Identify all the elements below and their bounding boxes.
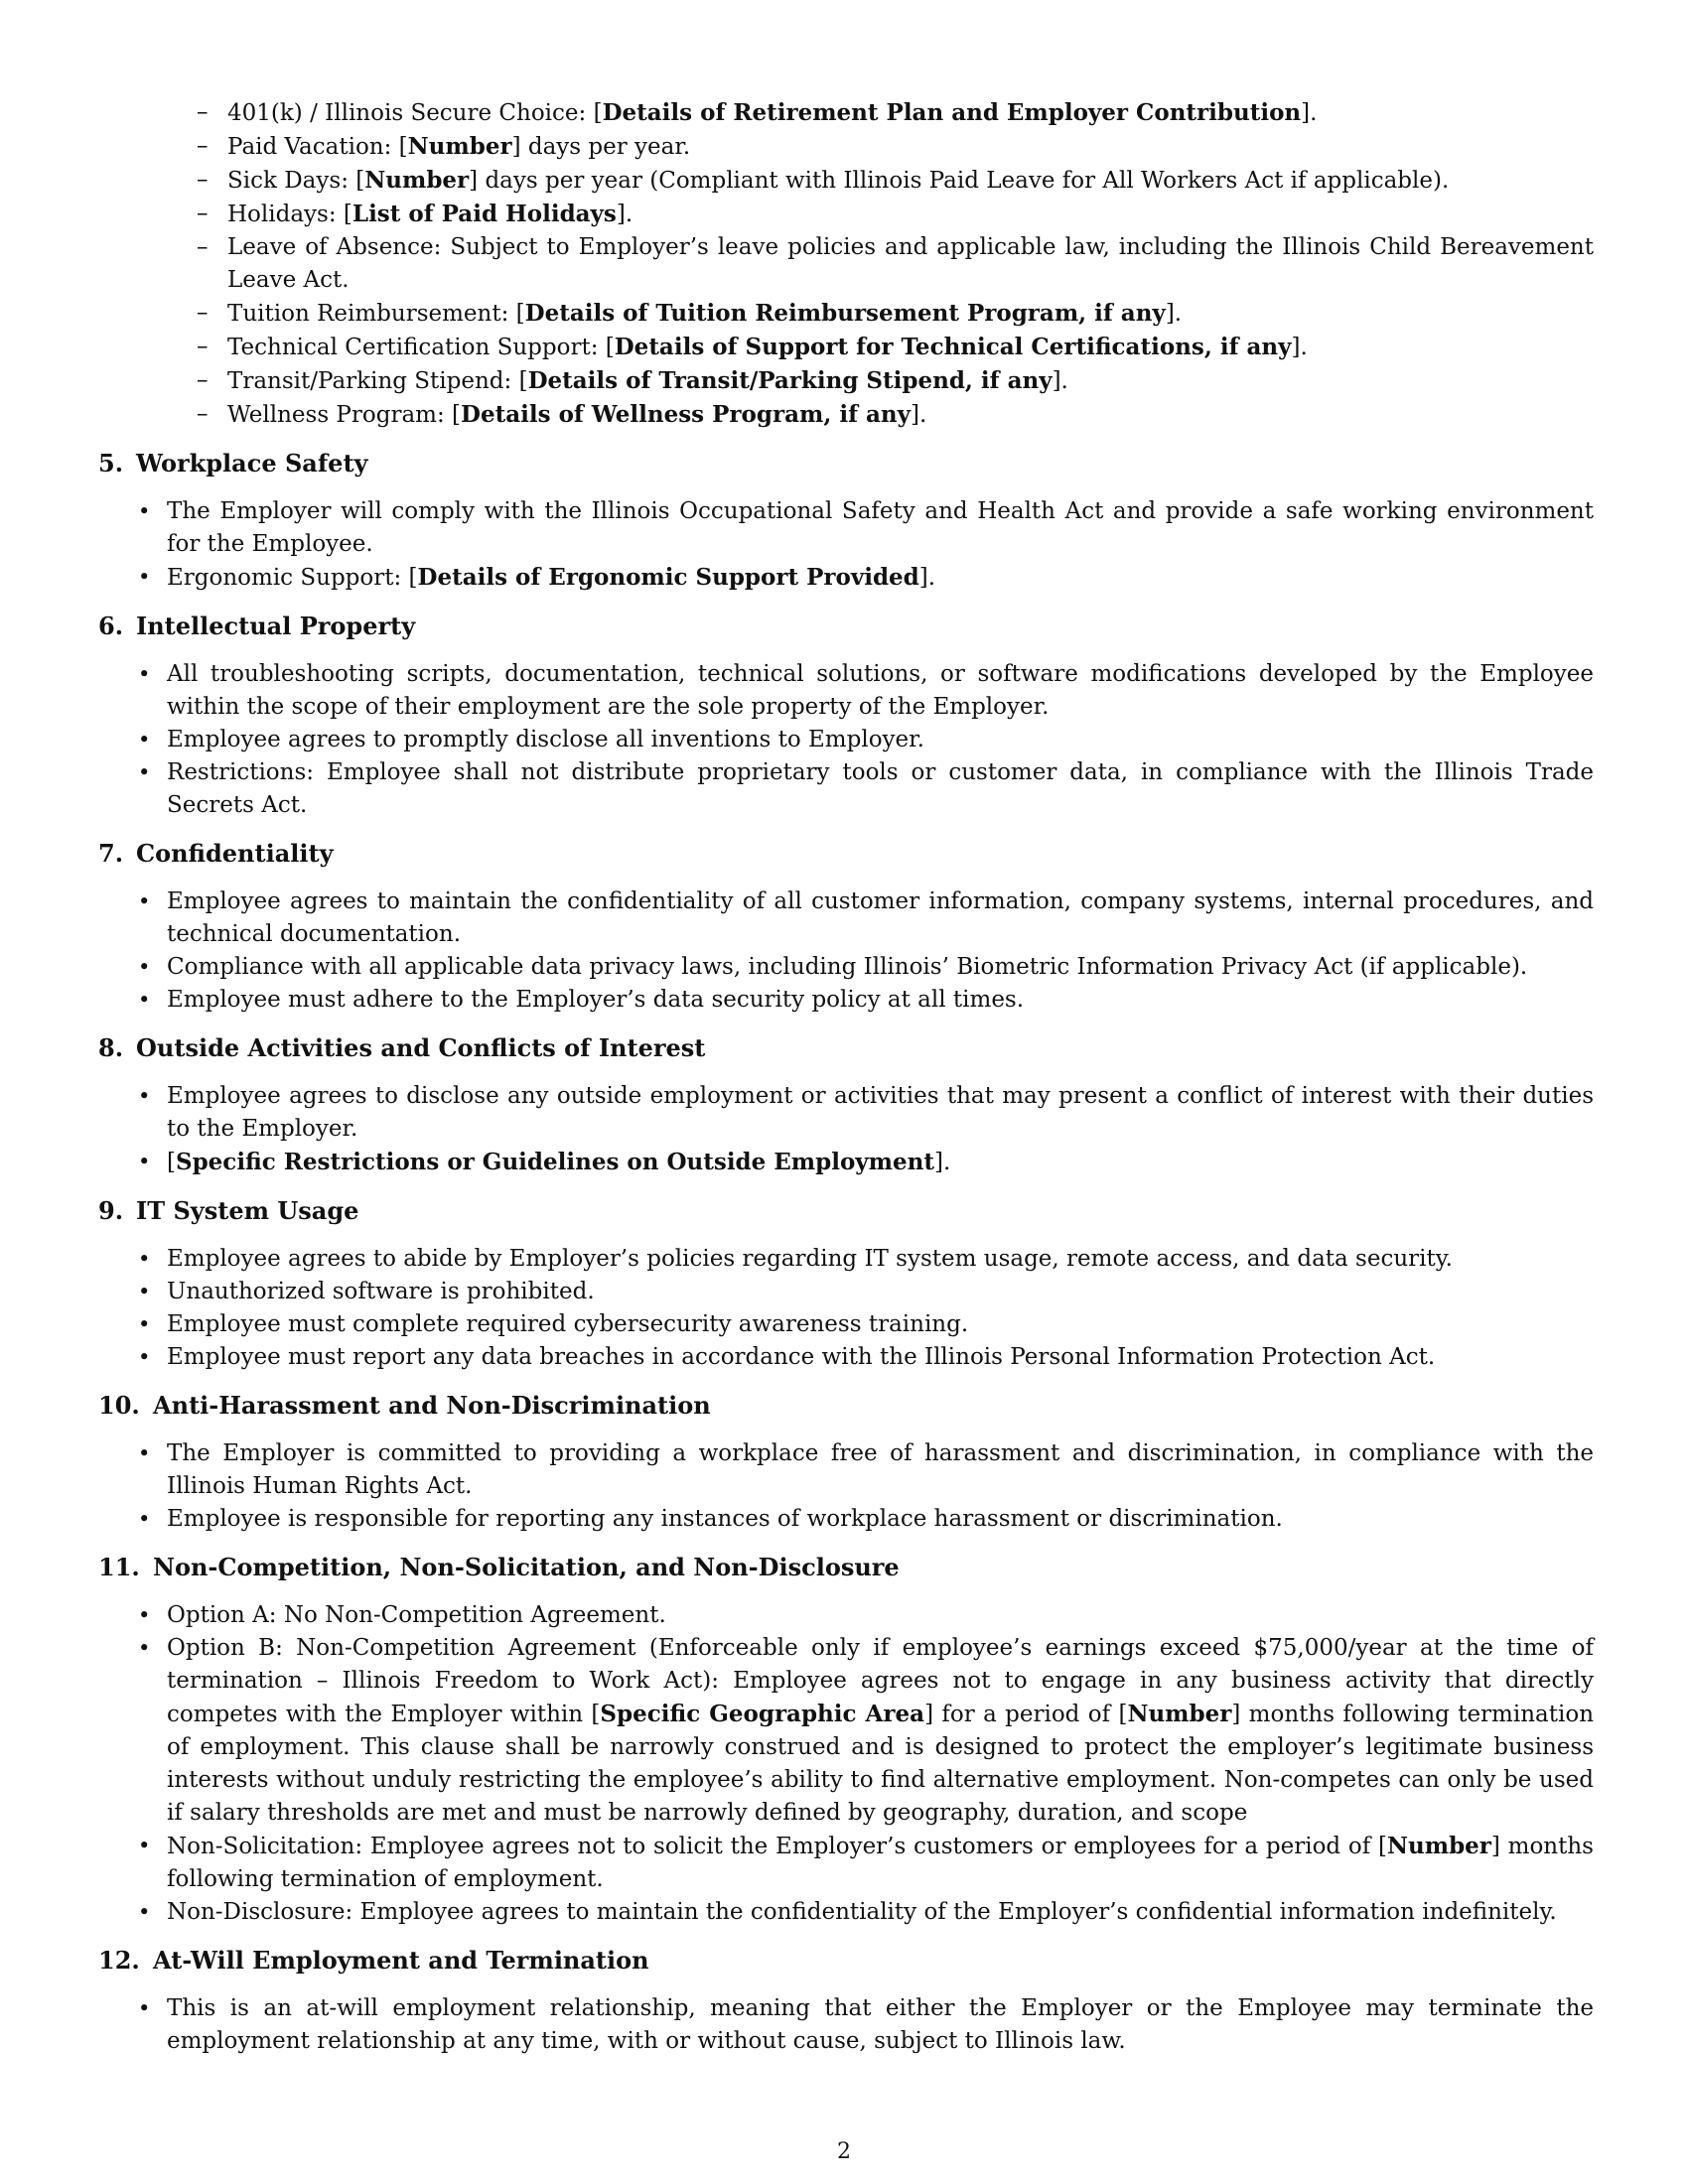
benefit-item <box>227 198 1594 231</box>
item-text: Employee agrees to promptly disclose all inventions to Employer. <box>167 727 924 752</box>
benefit-item <box>227 398 1594 432</box>
placeholder-field: Specific Geographic Area <box>600 1701 925 1727</box>
item-text: Holidays: [ <box>227 202 352 227</box>
section-list <box>167 886 1594 1017</box>
item-text: Non-Solicitation: Employee agrees not to solicit the Employer’s customers or employees for a period of [ <box>167 1834 1387 1859</box>
placeholder-field: Details of Retirement Plan and Employer Contribution <box>602 99 1302 126</box>
item-text: Option B: Non-Competition Agreement (Enforceable only if employee’s earnings exceed $75,000/year at the time of termination – Illinois Freedom to Work Act): Employee agrees not to engage in any business activity that directly competes with the Employer within [ <box>167 1635 1594 1727</box>
list-item <box>167 886 1594 951</box>
item-text: [ <box>167 1150 176 1175</box>
item-text: Employee must adhere to the Employer’s data security policy at all times. <box>167 987 1025 1013</box>
benefit-item <box>227 231 1594 297</box>
list-item <box>167 984 1594 1017</box>
document-page <box>98 96 1594 2058</box>
placeholder-field: Number <box>364 167 470 194</box>
item-text: Employee agrees to maintain the confidentiality of all customer information, company systems, internal procedures, and technical documentation. <box>167 888 1594 947</box>
section-list <box>167 1080 1594 1179</box>
page-number: 2 <box>837 2139 851 2164</box>
list-item <box>167 1503 1594 1536</box>
item-text: ]. <box>1291 335 1308 360</box>
item-text: Compliance with all applicable data privacy laws, including Illinois’ Biometric Information Privacy Act (if applicable). <box>167 954 1528 980</box>
list-item <box>167 756 1594 822</box>
list-item <box>167 1341 1594 1374</box>
item-text: ]. <box>1165 301 1183 327</box>
item-text: ]. <box>910 402 927 428</box>
item-text: ]. <box>933 1150 951 1175</box>
section-heading-outside-activities-and-conflicts-of-interest <box>98 1031 1594 1064</box>
section-title: Confidentiality <box>136 839 334 868</box>
list-item <box>167 951 1594 984</box>
sections-container <box>98 447 1594 2058</box>
list-item <box>167 1243 1594 1276</box>
item-text: Non-Disclosure: Employee agrees to maintain the confidentiality of the Employer’s confidential information indefinitely. <box>167 1899 1557 1925</box>
section-heading-workplace-safety <box>98 447 1594 479</box>
list-item <box>167 561 1594 595</box>
item-text: ] months following termination of employment. This clause shall be narrowly construed and is designed to protect the employer’s legitimate business interests without unduly restricting the employee’s ability to find alternative employment. Non-competes can only be used if salary thresholds are met and must be narrowly defined by geography, duration, and scope <box>167 1702 1595 1826</box>
item-text: ] days per year. <box>511 134 691 160</box>
section-title: Workplace Safety <box>136 449 368 478</box>
item-text: ] days per year (Compliant with Illinois Paid Leave for All Workers Act if applicable). <box>469 168 1450 194</box>
item-text: Wellness Program: [ <box>227 402 462 428</box>
list-item <box>167 1632 1594 1830</box>
placeholder-field: Details of Tuition Reimbursement Program, if any <box>524 300 1166 327</box>
item-text: ]. <box>1052 368 1068 394</box>
placeholder-field: List of Paid Holidays <box>352 201 617 227</box>
item-text: Transit/Parking Stipend: [ <box>227 368 528 394</box>
section-heading-it-system-usage <box>98 1194 1594 1227</box>
item-text: Employee must complete required cybersecurity awareness training. <box>167 1311 969 1337</box>
list-item <box>167 1308 1594 1341</box>
section-number: 7. <box>98 839 124 868</box>
item-text: All troubleshooting scripts, documentation, technical solutions, or software modifications developed by the Employee within the scope of their employment are the sole property of the Employer. <box>167 661 1594 720</box>
section-list <box>167 1437 1594 1536</box>
item-text: Employee agrees to disclose any outside employment or activities that may present a conflict of interest with their duties to the Employer. <box>167 1083 1594 1142</box>
item-text: Paid Vacation: [ <box>227 134 408 160</box>
item-text: Unauthorized software is prohibited. <box>167 1279 595 1304</box>
benefit-item <box>227 130 1594 164</box>
section-heading-at-will-employment-and-termination <box>98 1944 1594 1977</box>
section-list <box>167 1243 1594 1374</box>
section-number: 11. <box>98 1553 140 1581</box>
list-item <box>167 1896 1594 1929</box>
item-text: Employee is responsible for reporting any instances of workplace harassment or discrimination. <box>167 1506 1283 1532</box>
section-title: Non-Competition, Non-Solicitation, and Non-Disclosure <box>153 1553 900 1581</box>
list-item <box>167 1146 1594 1179</box>
section-heading-anti-harassment-and-non-discrimination <box>98 1389 1594 1422</box>
benefit-item <box>227 364 1594 398</box>
benefit-item <box>227 96 1594 130</box>
section-heading-non-competition-non-solicitation-and-non-disclosure <box>98 1551 1594 1583</box>
placeholder-field: Details of Ergonomic Support Provided <box>417 564 919 591</box>
placeholder-field: Number <box>1127 1701 1232 1727</box>
list-item <box>167 1437 1594 1503</box>
item-text: ]. <box>918 565 936 591</box>
list-item <box>167 1276 1594 1308</box>
section-list <box>167 1992 1594 2058</box>
benefit-item <box>227 297 1594 331</box>
section-title: Outside Activities and Conflicts of Interest <box>136 1033 706 1062</box>
item-text: Technical Certification Support: [ <box>227 335 615 360</box>
list-item <box>167 1992 1594 2058</box>
section-number: 10. <box>98 1391 140 1420</box>
section-number: 5. <box>98 449 124 478</box>
item-text: Ergonomic Support: [ <box>167 565 418 591</box>
section-number: 6. <box>98 612 124 640</box>
benefit-item <box>227 164 1594 198</box>
list-item <box>167 1830 1594 1896</box>
item-text: ] for a period of [ <box>924 1702 1128 1727</box>
section-title: IT System Usage <box>136 1196 359 1225</box>
item-text: Restrictions: Employee shall not distribute proprietary tools or customer data, in compliance with the Illinois Trade Secrets Act. <box>167 759 1594 818</box>
placeholder-field: Details of Support for Technical Certifications, if any <box>614 334 1292 360</box>
section-title: Anti-Harassment and Non-Discrimination <box>153 1391 711 1420</box>
placeholder-field: Number <box>407 133 512 160</box>
list-item <box>167 495 1594 561</box>
item-text: 401(k) / Illinois Secure Choice: [ <box>227 100 603 126</box>
list-item <box>167 1599 1594 1632</box>
section-list <box>167 658 1594 822</box>
placeholder-field: Details of Transit/Parking Stipend, if any <box>527 367 1053 394</box>
placeholder-field: Details of Wellness Program, if any <box>461 401 911 428</box>
section-list <box>167 1599 1594 1929</box>
item-text: Tuition Reimbursement: [ <box>227 301 525 327</box>
section-heading-intellectual-property <box>98 610 1594 642</box>
section-number: 8. <box>98 1033 124 1062</box>
section-list <box>167 495 1594 595</box>
item-text: Employee agrees to abide by Employer’s policies regarding IT system usage, remote access, and data security. <box>167 1246 1453 1272</box>
placeholder-field: Specific Restrictions or Guidelines on Outside Employment <box>175 1149 934 1175</box>
item-text: Leave of Absence: Subject to Employer’s leave policies and applicable law, including the Illinois Child Bereavement Leave Act. <box>227 234 1594 293</box>
list-item <box>167 724 1594 756</box>
item-text: Sick Days: [ <box>227 168 365 194</box>
benefits-list <box>227 96 1594 432</box>
list-item <box>167 1080 1594 1146</box>
section-number: 9. <box>98 1196 124 1225</box>
item-text: ] months following termination of employment. <box>167 1834 1594 1892</box>
section-title: At-Will Employment and Termination <box>153 1946 649 1975</box>
placeholder-field: Number <box>1387 1833 1491 1859</box>
item-text: The Employer is committed to providing a workplace free of harassment and discrimination, in compliance with the Illinois Human Rights Act. <box>167 1440 1594 1499</box>
section-heading-confidentiality <box>98 837 1594 870</box>
list-item <box>167 658 1594 724</box>
benefit-item <box>227 331 1594 364</box>
item-text: The Employer will comply with the Illinois Occupational Safety and Health Act and provide a safe working environment for the Employee. <box>167 498 1594 557</box>
section-number: 12. <box>98 1946 140 1975</box>
item-text: This is an at-will employment relationship, meaning that either the Employer or the Employee may terminate the employment relationship at any time, with or without cause, subject to Illinois law. <box>167 1995 1594 2054</box>
item-text: Option A: No Non-Competition Agreement. <box>167 1602 666 1628</box>
item-text: Employee must report any data breaches in accordance with the Illinois Personal Information Protection Act. <box>167 1344 1436 1370</box>
section-title: Intellectual Property <box>136 612 416 640</box>
item-text: ]. <box>1301 100 1318 126</box>
item-text: ]. <box>616 202 633 227</box>
